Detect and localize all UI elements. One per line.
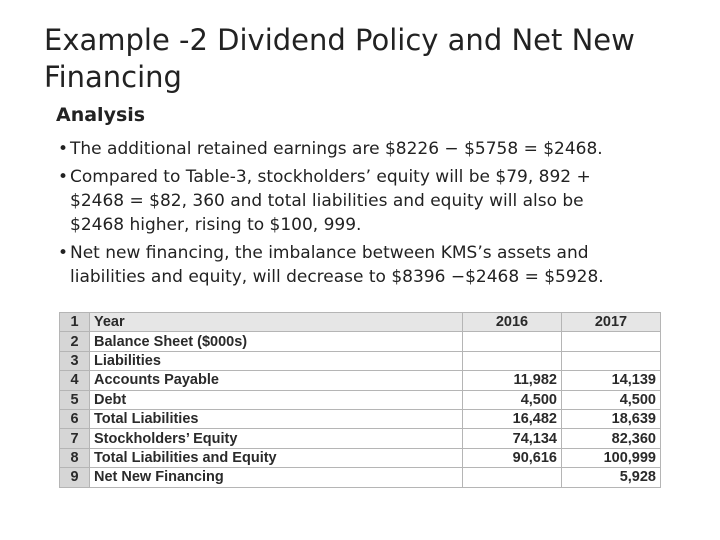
slide-title: Example -2 Dividend Policy and Net New Financing <box>44 23 635 94</box>
bullet-list <box>58 137 698 293</box>
year-2017-cell: 82,360 <box>562 429 661 448</box>
balance-sheet-table <box>59 312 661 488</box>
row-label: Balance Sheet ($000s) <box>90 332 463 351</box>
row-number: 2 <box>60 332 90 351</box>
table-row <box>60 448 661 467</box>
bullet-item: • The additional retained earnings are $8226 − $5758 = $2468. <box>58 137 698 161</box>
year-2017-cell <box>562 351 661 370</box>
year-2016-cell <box>463 351 562 370</box>
row-number: 6 <box>60 409 90 428</box>
table-row <box>60 429 661 448</box>
row-label: Total Liabilities <box>90 409 463 428</box>
row-number: 3 <box>60 351 90 370</box>
year-2016-cell <box>463 468 562 487</box>
row-label: Accounts Payable <box>90 371 463 390</box>
table-row <box>60 332 661 351</box>
year-2016-cell <box>463 332 562 351</box>
year-2017-cell: 18,639 <box>562 409 661 428</box>
row-number: 7 <box>60 429 90 448</box>
bullet-item: • Compared to Table-3, stockholders’ equity will be $79, 892 + $2468 = $82, 360 and total liabilities and equity will also be $2468 higher, rising to $100, 999. <box>58 165 698 237</box>
year-2016-cell: 90,616 <box>463 448 562 467</box>
year-2017-cell: 2017 <box>562 313 661 332</box>
year-2017-cell: 100,999 <box>562 448 661 467</box>
year-2017-cell: 5,928 <box>562 468 661 487</box>
table-row <box>60 390 661 409</box>
table-row <box>60 409 661 428</box>
year-2017-cell: 14,139 <box>562 371 661 390</box>
year-2016-cell: 16,482 <box>463 409 562 428</box>
row-label: Net New Financing <box>90 468 463 487</box>
table-row <box>60 468 661 487</box>
row-label: Stockholders’ Equity <box>90 429 463 448</box>
row-label: Year <box>90 313 463 332</box>
year-2016-cell: 11,982 <box>463 371 562 390</box>
year-2016-cell: 2016 <box>463 313 562 332</box>
row-number: 9 <box>60 468 90 487</box>
table-row <box>60 371 661 390</box>
row-number: 1 <box>60 313 90 332</box>
section-subheading: Analysis <box>56 104 146 126</box>
year-2017-cell <box>562 332 661 351</box>
year-2017-cell: 4,500 <box>562 390 661 409</box>
row-label: Total Liabilities and Equity <box>90 448 463 467</box>
row-number: 5 <box>60 390 90 409</box>
row-label: Debt <box>90 390 463 409</box>
row-number: 8 <box>60 448 90 467</box>
row-label: Liabilities <box>90 351 463 370</box>
table-row <box>60 351 661 370</box>
table-row <box>60 313 661 332</box>
year-2016-cell: 4,500 <box>463 390 562 409</box>
bullet-item: • Net new financing, the imbalance between KMS’s assets and liabilities and equity, will decrease to $8396 −$2468 = $5928. <box>58 241 698 289</box>
year-2016-cell: 74,134 <box>463 429 562 448</box>
row-number: 4 <box>60 371 90 390</box>
